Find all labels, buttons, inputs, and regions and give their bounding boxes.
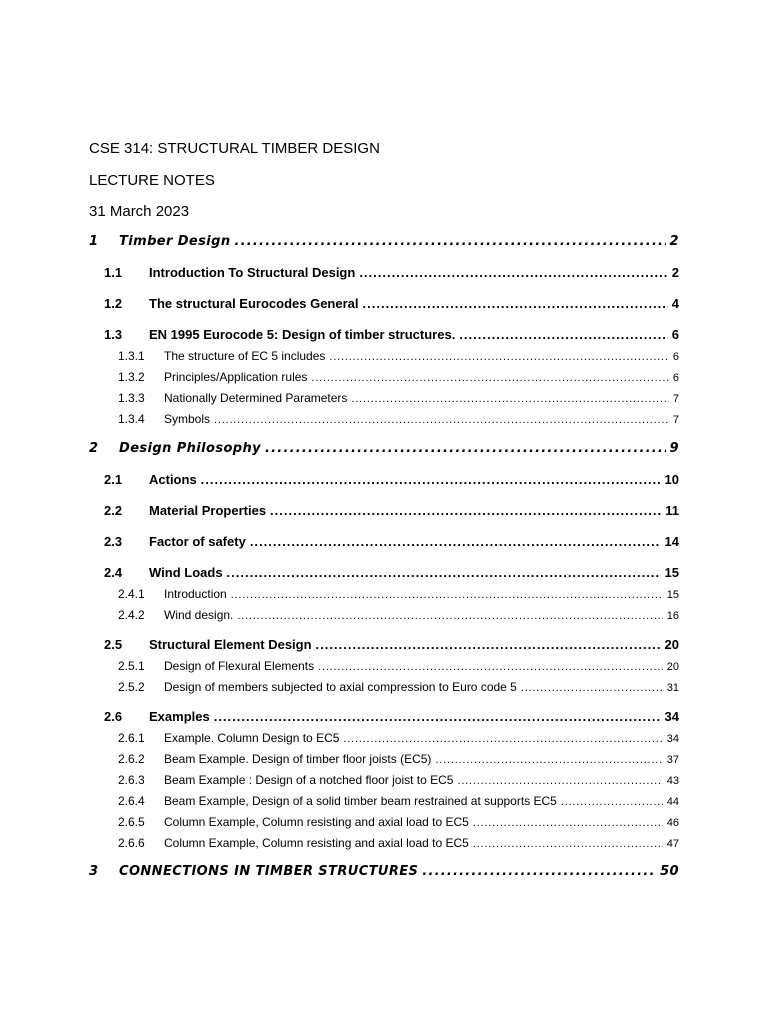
toc-entry-title: Wind design. <box>164 608 234 622</box>
toc-entry[interactable] <box>118 391 679 405</box>
toc-dot-leader <box>201 472 661 487</box>
document-date: 31 March 2023 <box>89 203 190 220</box>
toc-entry-page: 6 <box>671 327 679 342</box>
toc-entry-page: 34 <box>666 733 679 745</box>
toc-entry-page: 10 <box>664 472 679 487</box>
toc-entry-title: Introduction <box>164 587 227 601</box>
toc-entry-title: Wind Loads <box>149 565 223 580</box>
toc-dot-leader <box>561 796 663 808</box>
toc-dot-leader <box>231 589 663 601</box>
toc-entry-number: 2.6.6 <box>118 836 145 850</box>
toc-dot-leader <box>473 817 663 829</box>
toc-entry-page: 50 <box>660 864 679 879</box>
toc-entry-title: Beam Example. Design of timber floor joists (EC5) <box>164 752 432 766</box>
toc-entry[interactable] <box>118 349 679 363</box>
toc-dot-leader <box>459 327 667 342</box>
toc-entry-page: 44 <box>666 796 679 808</box>
toc-entry-title: Symbols <box>164 412 211 426</box>
toc-entry[interactable] <box>104 472 679 487</box>
toc-entry-number: 2.4.1 <box>118 587 145 601</box>
toc-entry-page: 6 <box>672 351 679 363</box>
toc-entry-number: 2.2 <box>104 503 123 518</box>
toc-dot-leader <box>265 441 666 456</box>
toc-dot-leader <box>214 414 669 426</box>
toc-entry-page: 46 <box>666 817 679 829</box>
toc-dot-leader <box>363 296 668 311</box>
toc-dot-leader <box>435 754 662 766</box>
toc-entry-page: 47 <box>666 838 679 850</box>
toc-entry-number: 1.3.3 <box>118 391 145 405</box>
toc-entry-number: 2.6.3 <box>118 773 145 787</box>
toc-entry-number: 1.2 <box>104 296 123 311</box>
toc-entry[interactable] <box>118 815 679 829</box>
toc-entry-title: Timber Design <box>119 234 231 249</box>
toc-entry[interactable] <box>118 659 679 673</box>
toc-entry[interactable] <box>89 864 679 879</box>
toc-entry-page: 6 <box>672 372 679 384</box>
toc-entry[interactable] <box>118 587 679 601</box>
toc-entry-page: 14 <box>664 534 679 549</box>
toc-dot-leader <box>457 775 662 787</box>
toc-entry-title: Design of members subjected to axial compression to Euro code 5 <box>164 680 517 694</box>
toc-entry-title: Material Properties <box>149 503 267 518</box>
toc-entry[interactable] <box>118 370 679 384</box>
toc-entry-title: Introduction To Structural Design <box>149 265 356 280</box>
toc-dot-leader <box>351 393 668 405</box>
toc-entry-title: Column Example, Column resisting and axial load to EC5 <box>164 836 469 850</box>
toc-entry[interactable] <box>104 534 679 549</box>
toc-entry-page: 4 <box>671 296 679 311</box>
toc-dot-leader <box>311 372 668 384</box>
document-subtitle: LECTURE NOTES <box>89 172 215 189</box>
toc-entry-title: Structural Element Design <box>149 637 312 652</box>
toc-entry[interactable] <box>118 836 679 850</box>
toc-dot-leader <box>316 637 661 652</box>
toc-entry[interactable] <box>118 773 679 787</box>
toc-entry-number: 1 <box>89 234 99 249</box>
toc-entry[interactable] <box>104 565 679 580</box>
toc-entry[interactable] <box>104 503 679 518</box>
toc-entry-number: 2.1 <box>104 472 123 487</box>
toc-entry-number: 2.5.1 <box>118 659 145 673</box>
toc-entry-number: 2.6.2 <box>118 752 145 766</box>
toc-entry-page: 9 <box>669 441 679 456</box>
toc-entry[interactable] <box>118 794 679 808</box>
toc-dot-leader <box>318 661 663 673</box>
toc-entry[interactable] <box>89 441 679 456</box>
toc-entry-title: Beam Example : Design of a notched floor joist to EC5 <box>164 773 454 787</box>
toc-entry-title: CONNECTIONS IN TIMBER STRUCTURES <box>119 864 419 879</box>
toc-entry-page: 11 <box>665 503 679 518</box>
toc-entry-number: 2.6.5 <box>118 815 145 829</box>
toc-dot-leader <box>329 351 668 363</box>
toc-entry-number: 2.6 <box>104 709 123 724</box>
toc-dot-leader <box>270 503 661 518</box>
toc-dot-leader <box>422 864 656 879</box>
toc-entry[interactable] <box>118 731 679 745</box>
toc-entry-page: 15 <box>664 565 679 580</box>
toc-entry-page: 2 <box>669 234 679 249</box>
toc-entry-number: 3 <box>89 864 99 879</box>
toc-entry-number: 1.3 <box>104 327 123 342</box>
toc-entry-title: Factor of safety <box>149 534 246 549</box>
toc-dot-leader <box>214 709 661 724</box>
toc-entry-number: 2.5 <box>104 637 123 652</box>
toc-entry[interactable] <box>104 709 679 724</box>
toc-dot-leader <box>227 565 661 580</box>
toc-entry[interactable] <box>104 265 679 280</box>
toc-entry-number: 2 <box>89 441 99 456</box>
toc-entry-page: 7 <box>672 393 679 405</box>
toc-entry-title: The structural Eurocodes General <box>149 296 359 311</box>
toc-entry-title: Design Philosophy <box>119 441 262 456</box>
toc-entry-page: 34 <box>664 709 679 724</box>
toc-entry-page: 20 <box>664 637 679 652</box>
toc-dot-leader <box>250 534 661 549</box>
toc-entry-title: Example. Column Design to EC5 <box>164 731 340 745</box>
toc-entry-page: 43 <box>666 775 679 787</box>
toc-entry-page: 2 <box>671 265 679 280</box>
toc-entry-number: 2.6.1 <box>118 731 145 745</box>
toc-dot-leader <box>521 682 663 694</box>
toc-entry-title: Column Example, Column resisting and axial load to EC5 <box>164 815 469 829</box>
toc-entry[interactable] <box>118 412 679 426</box>
toc-entry-number: 2.4 <box>104 565 123 580</box>
toc-entry-title: Beam Example, Design of a solid timber beam restrained at supports EC5 <box>164 794 557 808</box>
toc-entry-page: 20 <box>666 661 679 673</box>
toc-dot-leader <box>237 610 662 622</box>
toc-entry-title: Examples <box>149 709 210 724</box>
toc-dot-leader <box>343 733 662 745</box>
toc-entry[interactable] <box>118 752 679 766</box>
course-title: CSE 314: STRUCTURAL TIMBER DESIGN <box>89 140 380 157</box>
toc-entry-number: 1.3.2 <box>118 370 145 384</box>
toc-entry-title: Actions <box>149 472 197 487</box>
toc-entry-title: Design of Flexural Elements <box>164 659 315 673</box>
toc-entry-title: EN 1995 Eurocode 5: Design of timber structures. <box>149 327 456 342</box>
toc-entry-number: 1.1 <box>104 265 123 280</box>
toc-entry-page: 16 <box>666 610 679 622</box>
toc-entry-title: Principles/Application rules <box>164 370 308 384</box>
toc-entry-number: 1.3.1 <box>118 349 145 363</box>
toc-entry[interactable] <box>118 680 679 694</box>
toc-dot-leader <box>235 234 666 249</box>
toc-entry-page: 31 <box>666 682 679 694</box>
toc-entry-page: 7 <box>672 414 679 426</box>
toc-entry[interactable] <box>89 234 679 249</box>
toc-dot-leader <box>359 265 667 280</box>
toc-entry-number: 2.6.4 <box>118 794 145 808</box>
toc-entry[interactable] <box>104 296 679 311</box>
toc-entry-number: 2.4.2 <box>118 608 145 622</box>
toc-entry-page: 15 <box>666 589 679 601</box>
toc-entry-title: Nationally Determined Parameters <box>164 391 348 405</box>
toc-entry[interactable] <box>118 608 679 622</box>
toc-entry-page: 37 <box>666 754 679 766</box>
toc-entry-number: 2.3 <box>104 534 123 549</box>
toc-entry[interactable] <box>104 637 679 652</box>
toc-entry-number: 1.3.4 <box>118 412 145 426</box>
toc-entry[interactable] <box>104 327 679 342</box>
toc-dot-leader <box>473 838 663 850</box>
toc-entry-number: 2.5.2 <box>118 680 145 694</box>
toc-entry-title: The structure of EC 5 includes <box>164 349 326 363</box>
